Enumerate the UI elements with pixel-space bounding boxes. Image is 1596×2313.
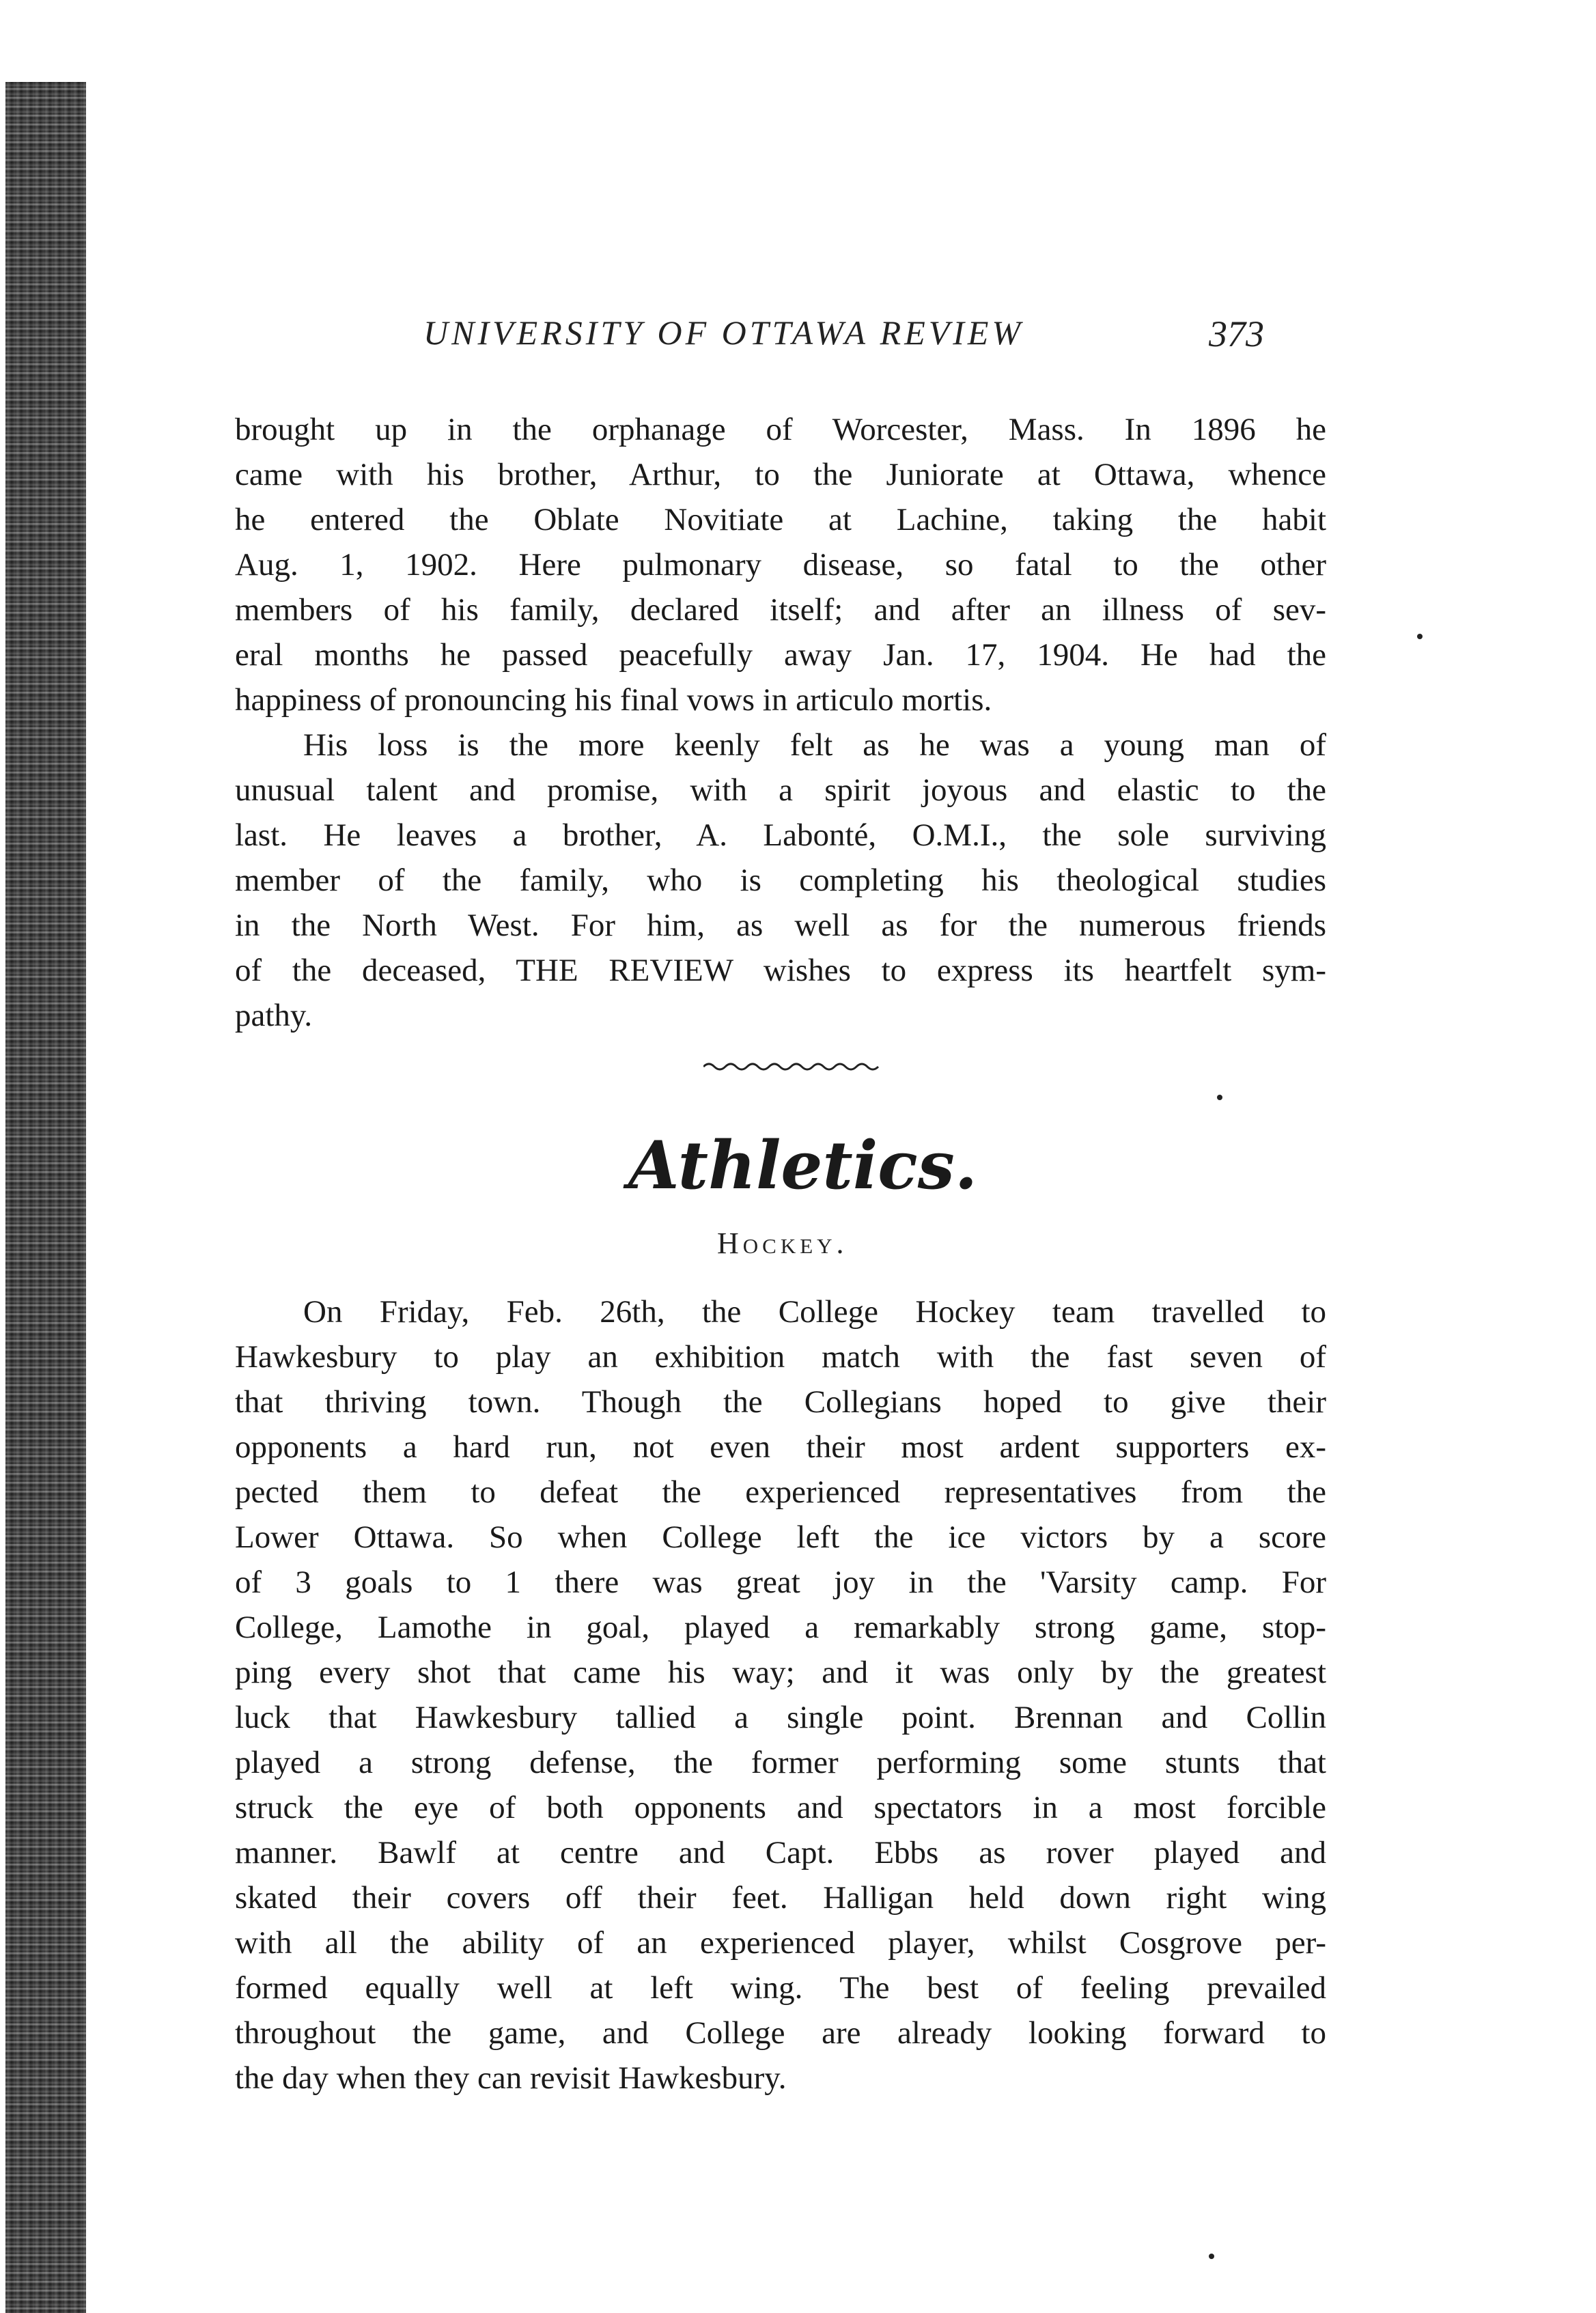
print-speck [1217,1095,1222,1100]
section-title: Athletics. [628,1127,978,1204]
text-line: formed equally well at left wing. The best of feeling prevailed [235,1970,1326,2006]
text-line: happiness of pronouncing his final vows in articulo mortis. [235,682,992,718]
text-line: members of his family, declared itself; and after an illness of sev- [235,592,1326,628]
print-speck [1417,634,1423,639]
text-line: ping every shot that came his way; and it was only by the greatest [235,1655,1326,1690]
text-line: the day when they can revisit Hawkesbury. [235,2060,787,2096]
text-line: with all the ability of an experienced player, whilst Cosgrove per- [235,1925,1326,1961]
text-line: luck that Hawkesbury tallied a single point. Brennan and Collin [235,1700,1326,1735]
text-line: he entered the Oblate Novitiate at Lachine, taking the habit [235,502,1326,537]
text-line: of the deceased, THE REVIEW wishes to express its heartfelt sym- [235,953,1326,988]
text-line: of 3 goals to 1 there was great joy in the 'Varsity camp. For [235,1565,1326,1600]
text-line: Aug. 1, 1902. Here pulmonary disease, so fatal to the other [235,547,1326,583]
text-line: His loss is the more keenly felt as he was a young man of [303,727,1326,763]
text-line: Hawkesbury to play an exhibition match with the fast seven of [235,1339,1326,1375]
print-speck [1209,2254,1214,2259]
text-line: manner. Bawlf at centre and Capt. Ebbs as rover played and [235,1835,1326,1870]
binding-edge [5,82,86,2313]
text-line: pected them to defeat the experienced representatives from the [235,1474,1326,1510]
text-line: played a strong defense, the former performing some stunts that [235,1745,1326,1780]
running-head: UNIVERSITY OF OTTAWA REVIEW [423,313,1024,352]
obituary-paragraphs [235,407,1326,1038]
hockey-paragraph [235,1289,1326,2101]
wavy-divider [703,1060,881,1074]
text-line: On Friday, Feb. 26th, the College Hockey team travelled to [303,1294,1326,1330]
text-line: College, Lamothe in goal, played a remarkably strong game, stop- [235,1610,1326,1645]
text-line: struck the eye of both opponents and spectators in a most forcible [235,1790,1326,1825]
section-subtitle: Hockey. [717,1226,848,1260]
text-line: Lower Ottawa. So when College left the ice victors by a score [235,1519,1326,1555]
text-line: in the North West. For him, as well as for the numerous friends [235,908,1326,943]
text-line: came with his brother, Arthur, to the Juniorate at Ottawa, whence [235,457,1326,492]
page-number: 373 [1209,313,1264,354]
text-line: last. He leaves a brother, A. Labonté, O.M.I., the sole surviving [235,817,1326,853]
text-line: throughout the game, and College are already looking forward to [235,2015,1326,2051]
text-line: member of the family, who is completing his theological studies [235,863,1326,898]
text-line: skated their covers off their feet. Halligan held down right wing [235,1880,1326,1916]
text-line: pathy. [235,998,313,1033]
text-line: eral months he passed peacefully away Jan. 17, 1904. He had the [235,637,1326,673]
text-line: opponents a hard run, not even their most ardent supporters ex- [235,1429,1326,1465]
text-line: unusual talent and promise, with a spirit joyous and elastic to the [235,772,1326,808]
text-line: that thriving town. Though the Collegians hoped to give their [235,1384,1326,1420]
text-line: brought up in the orphanage of Worcester, Mass. In 1896 he [235,412,1326,447]
